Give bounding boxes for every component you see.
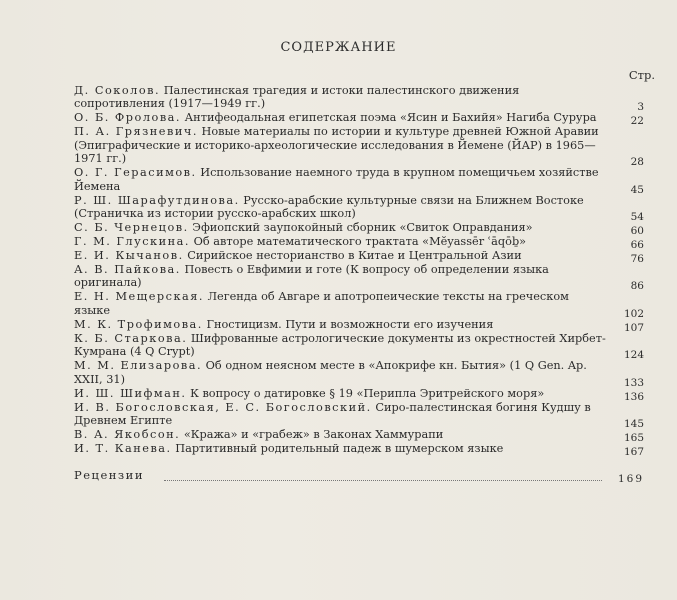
entry-author: С. Б. Чернецов. xyxy=(74,221,189,235)
entry-title: «Кража» и «грабеж» в Законах Хаммурапи xyxy=(183,428,444,442)
entry-title: Гностицизм. Пути и возможности его изучения xyxy=(206,317,494,331)
toc-entry xyxy=(74,111,644,128)
entry-author: Г. М. Глускина. xyxy=(74,235,190,249)
entry-page: 28 xyxy=(630,156,644,169)
entry-author: И. В. Богословская, Е. С. Богословский. xyxy=(74,400,372,414)
entry-author: М. К. Трофимова. xyxy=(74,317,203,331)
entry-author: И. Т. Канева. xyxy=(74,442,172,456)
entry-page: 167 xyxy=(623,446,644,459)
entry-title: К вопросу о датировке § 19 «Перипла Эритрейского моря» xyxy=(190,386,545,400)
toc-entry xyxy=(74,331,644,362)
page-title: СОДЕРЖАНИЕ xyxy=(280,40,397,55)
entry-author: О. Г. Герасимов. xyxy=(74,166,197,180)
pages-column-label: Стр. xyxy=(628,68,655,82)
toc-entry xyxy=(74,359,644,389)
entry-page: 107 xyxy=(623,321,644,334)
entry-title: Сирийское несторианство в Китае и Центральной Азии xyxy=(187,249,522,263)
entry-page: 136 xyxy=(623,390,644,403)
toc-entry xyxy=(74,263,644,293)
entry-author: Е. Н. Мещерская. xyxy=(74,290,204,304)
toc-entry xyxy=(74,166,644,196)
entry-title: Антифеодальная египетская поэма «Ясин и Бахийя» Нагиба Сурура xyxy=(184,111,597,125)
entry-page: 76 xyxy=(630,253,644,266)
toc-entry xyxy=(74,442,644,459)
toc-entry xyxy=(74,235,644,252)
entry-title: Об авторе математического трактата «Mĕyassēr ʿāqōḇ» xyxy=(193,235,527,249)
toc-entry xyxy=(74,193,644,224)
toc-entry xyxy=(74,125,644,169)
entry-page: 66 xyxy=(630,239,644,252)
entry-title: Об одном неясном месте в «Апокрифе кн. Бытия» (1 Q Gen. Ap. XXII, 31) xyxy=(74,359,587,386)
entry-page: 3 xyxy=(637,101,644,114)
entry-page: 22 xyxy=(630,115,644,128)
entry-title: Легенда об Авгаре и апотропеические тексты на греческом языке xyxy=(74,290,569,317)
entry-author: Е. И. Кычанов. xyxy=(74,249,184,263)
toc-entry xyxy=(74,249,644,266)
toc-entry-reviews xyxy=(74,468,644,486)
entry-author: А. В. Пайкова. xyxy=(74,263,181,277)
entry-title: Использование наемного труда в крупном помещичьем хозяйстве Йемена xyxy=(74,166,599,193)
entry-title: Партитивный родительный падеж в шумерском языке xyxy=(175,442,504,456)
reviews-label: Рецензии xyxy=(74,468,145,483)
entry-page: 102 xyxy=(623,307,644,320)
entry-page: 133 xyxy=(623,376,644,389)
entry-title: Эфиопский заупокойный сборник «Свиток Оправдания» xyxy=(192,221,533,235)
entry-page: 54 xyxy=(630,211,644,224)
toc-entry xyxy=(74,84,644,114)
entry-author: О. Б. Фролова. xyxy=(74,111,182,125)
entry-page: 86 xyxy=(630,280,644,293)
entry-author: И. Ш. Шифман. xyxy=(74,386,187,400)
entry-title: Сиро-палестинская богиня Кудшу в Древнем Египте xyxy=(74,400,591,428)
entry-author: К. Б. Старкова. xyxy=(74,331,188,345)
entry-author: М. М. Елизарова. xyxy=(74,359,203,373)
entry-page: 145 xyxy=(623,418,644,431)
reviews-page: 169 xyxy=(617,473,644,486)
toc-entry xyxy=(74,221,644,238)
entry-title: Новые материалы по истории и культуре древней Южной Аравии (Эпиграфические и историко-археологические исследования в Йемене (ЙАР) в 1965—1971 гг.) xyxy=(74,125,599,166)
entry-author: П. А. Грязневич. xyxy=(74,125,198,139)
toc-entry xyxy=(74,400,644,431)
entry-author: В. А. Якобсон. xyxy=(74,428,181,442)
entry-page: 45 xyxy=(630,183,644,196)
toc-entry xyxy=(74,317,644,334)
entry-page: 165 xyxy=(623,432,644,445)
entry-title: Шифрованные астрологические документы из окрестностей Хирбет-Кумрана (4 Q Crypt) xyxy=(74,331,606,359)
entry-title: Повесть о Евфимии и готе (К вопросу об определении языка оригинала) xyxy=(74,263,549,290)
dot-leaders xyxy=(164,480,602,481)
entry-page: 124 xyxy=(623,349,644,362)
toc-entry xyxy=(74,428,644,445)
entry-title: Русско-арабские культурные связи на Ближнем Востоке (Страничка из истории русско-арабских школ) xyxy=(74,193,584,221)
entry-author: Р. Ш. Шарафутдинова. xyxy=(74,193,240,207)
entry-author: Д. Соколов. xyxy=(74,84,161,97)
table-of-contents xyxy=(74,84,644,486)
entry-page: 60 xyxy=(630,225,644,238)
entry-title: Палестинская трагедия и истоки палестинского движения сопротивления (1917—1949 гг.) xyxy=(74,84,520,111)
toc-entry xyxy=(74,290,644,320)
toc-entry xyxy=(74,386,644,403)
